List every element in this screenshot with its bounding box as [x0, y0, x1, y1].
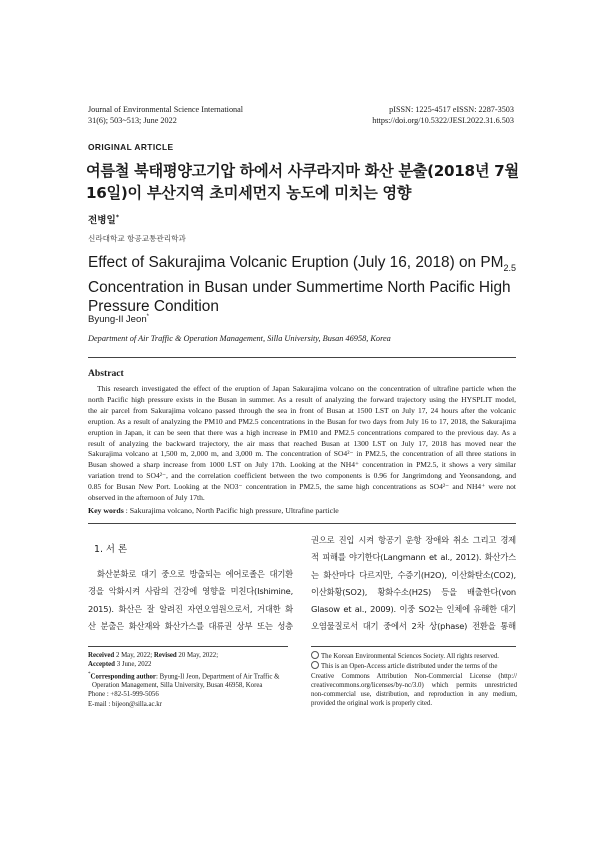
intro-left-column	[88, 566, 293, 635]
copyright-line: The Korean Environmental Sciences Society. All rights reserved.	[311, 651, 517, 661]
journal-header	[88, 104, 243, 126]
section-heading-introduction: 1. 서 론	[94, 544, 128, 555]
title-korean-line-1: 여름철 북태평양고기압 하에서 사쿠라지마 화산 분출(2018년 7월	[86, 162, 519, 180]
abstract-line: observed in the afternoon of July 17th.	[88, 493, 205, 503]
body-line: 오염물질로서 대기 중에서 2차 상(phase) 전환을 통해	[311, 621, 516, 632]
license-line: Creative Commons Attribution Non-Commercial License (http://	[311, 672, 517, 680]
license-line: This is an Open-Access article distributed under the terms of the	[311, 661, 517, 671]
author-korean: 전병일*	[88, 213, 119, 226]
footnote-right	[311, 651, 517, 709]
title-english-line-2: Concentration in Busan under Summertime North Pacific High	[88, 279, 511, 297]
abstract-line: Sakurajima volcano at 1,500 m, 2,000 m, and 3,000 m. The concentration of SO4²⁻ in PM2.5, the concentration of all three stations in	[88, 449, 516, 459]
title-korean-line-2: 16일)이 부산지역 초미세먼지 농도에 미치는 영향	[86, 184, 412, 202]
received-dates: Received 2 May, 2022; Revised 20 May, 2022;	[88, 652, 219, 659]
abstract-line: the air parcel from Sakurajima volcano passed through the sea in front of Busan at 1500 LST on July 17, 24 hours after the volcanic	[88, 405, 516, 415]
body-line: 2015). 화산은 잘 알려진 자연오염원으로서, 거대한 화	[88, 603, 293, 614]
intro-right-column	[311, 532, 516, 636]
body-line: 이산화황(SO2), 황화수소(H2S) 등을 배출한다(von	[311, 586, 516, 597]
divider-bottom	[88, 523, 516, 524]
body-line: 적 피해를 야기한다(Langmann et al., 2012). 화산가스	[311, 552, 516, 563]
license-line: provided the original work is properly cited.	[311, 700, 433, 708]
title-english-line-3: Pressure Condition	[88, 298, 219, 316]
issn-block	[372, 104, 514, 126]
accepted-date: Accepted 3 June, 2022	[88, 661, 152, 669]
title-korean	[86, 160, 526, 204]
license-line: non-commercial use, distribution, and reproduction in any medium,	[311, 691, 517, 699]
issn: pISSN: 1225-4517 eISSN: 2287-3503	[389, 105, 514, 114]
journal-name: Journal of Environmental Science International	[88, 105, 244, 114]
affiliation-english: Department of Air Traffic & Operation Management, Silla University, Busan 46958, Korea	[88, 334, 391, 343]
abstract-line: variation trend to SO4²⁻, and the correlation coefficient between the two components is 0.96 for Jangrimdong and Yeonsandong, and	[88, 471, 516, 481]
keywords	[88, 506, 339, 515]
abstract-line: eruption. As a result of analyzing the PM10 and PM2.5 concentrations in the Busan for two days from July 16 to 17, 2018, the Sakurajima	[88, 416, 516, 426]
footnote-rule-left	[88, 646, 288, 647]
title-english	[88, 253, 528, 316]
phone: Phone : +82-51-999-5056	[88, 691, 159, 699]
keywords-label: Key words	[88, 506, 124, 515]
affiliation-korean: 신라대학교 항공교통관리학과	[88, 234, 186, 243]
doi-link[interactable]: https://doi.org/10.5322/JESI.2022.31.6.503	[372, 116, 514, 125]
corresponding-affiliation: Operation Management, Silla University, Busan 46958, Korea	[92, 682, 263, 690]
title-english-line-1: Effect of Sakurajima Volcanic Eruption (July 16, 2018) on $PM_{2.5}$	[88, 254, 516, 274]
cc-license-icon	[311, 661, 319, 669]
abstract-body	[88, 384, 516, 504]
body-line: 경을 악화시켜 사람의 건강에 영향을 미친다(Ishimine,	[88, 586, 293, 597]
body-line: 권으로 진입 시켜 항공기 운항 장애와 취소 그리고 경제	[311, 535, 516, 545]
article-type: ORIGINAL ARTICLE	[88, 142, 174, 152]
body-line: 는 화산마다 다르지만, 수증기(H2O), 이산화탄소(CO2),	[311, 569, 516, 580]
corresponding-author: *Corresponding author: Byung-Il Jeon, Department of Air Traffic &	[88, 671, 280, 680]
footnote-rule-right	[311, 646, 516, 647]
journal-volume: 31(6); 503~513; June 2022	[88, 116, 177, 125]
email-link[interactable]: E-mail : bijeon@silla.ac.kr	[88, 700, 162, 708]
abstract-line: Busan showed a sharp increase from 1000 LST on July 17th. Looking at the NH4⁺ concentration in PM2.5, it shows a very similar	[88, 460, 516, 470]
author-english: Byung-Il Jeon*	[88, 314, 150, 326]
body-line: Glasow et al., 2009). 이중 SO2는 인체에 유해한 대기	[311, 604, 516, 615]
copyright-icon	[311, 651, 319, 659]
abstract-line: eruption in Japan, it can be seen that there was a high increase in PM10 and PM2.5 concentrations compared to the previous day. As a	[88, 427, 516, 437]
abstract-line: result of analyzing the backward trajectory, the air mass that reached Busan at 1300 LST on July 17, 2018 has moved near the	[88, 438, 516, 448]
divider-top	[88, 357, 516, 358]
abstract-line: north Pacific high pressure exists in the Busan in summer. As a result of analyzing the forward trajectory using the HYSPLIT model,	[88, 394, 516, 404]
keywords-text: : Sakurajima volcano, North Pacific high pressure, Ultrafine particle	[123, 506, 339, 515]
abstract-line: This research investigated the effect of the eruption of Japan Sakurajima volcano on the concentration of ultrafine particle when the	[97, 384, 516, 393]
body-line: 산 분출은 화산재와 화산가스를 대류권 상부 또는 성층	[88, 620, 293, 631]
body-line: 화산분화로 대기 중으로 방출되는 에어로졸은 대기환	[97, 569, 293, 579]
footnote-left	[88, 651, 293, 709]
license-line: creativecommons.org/licenses/by-nc/3.0) which permits unrestricted	[311, 681, 517, 689]
abstract-heading: Abstract	[88, 368, 124, 379]
abstract-line: 0.85 for Busan New Port. Looking at the NO3⁻ concentration in PM2.5, the same high concentrations as SO4²⁻ and NH4⁺ were not	[88, 482, 516, 492]
